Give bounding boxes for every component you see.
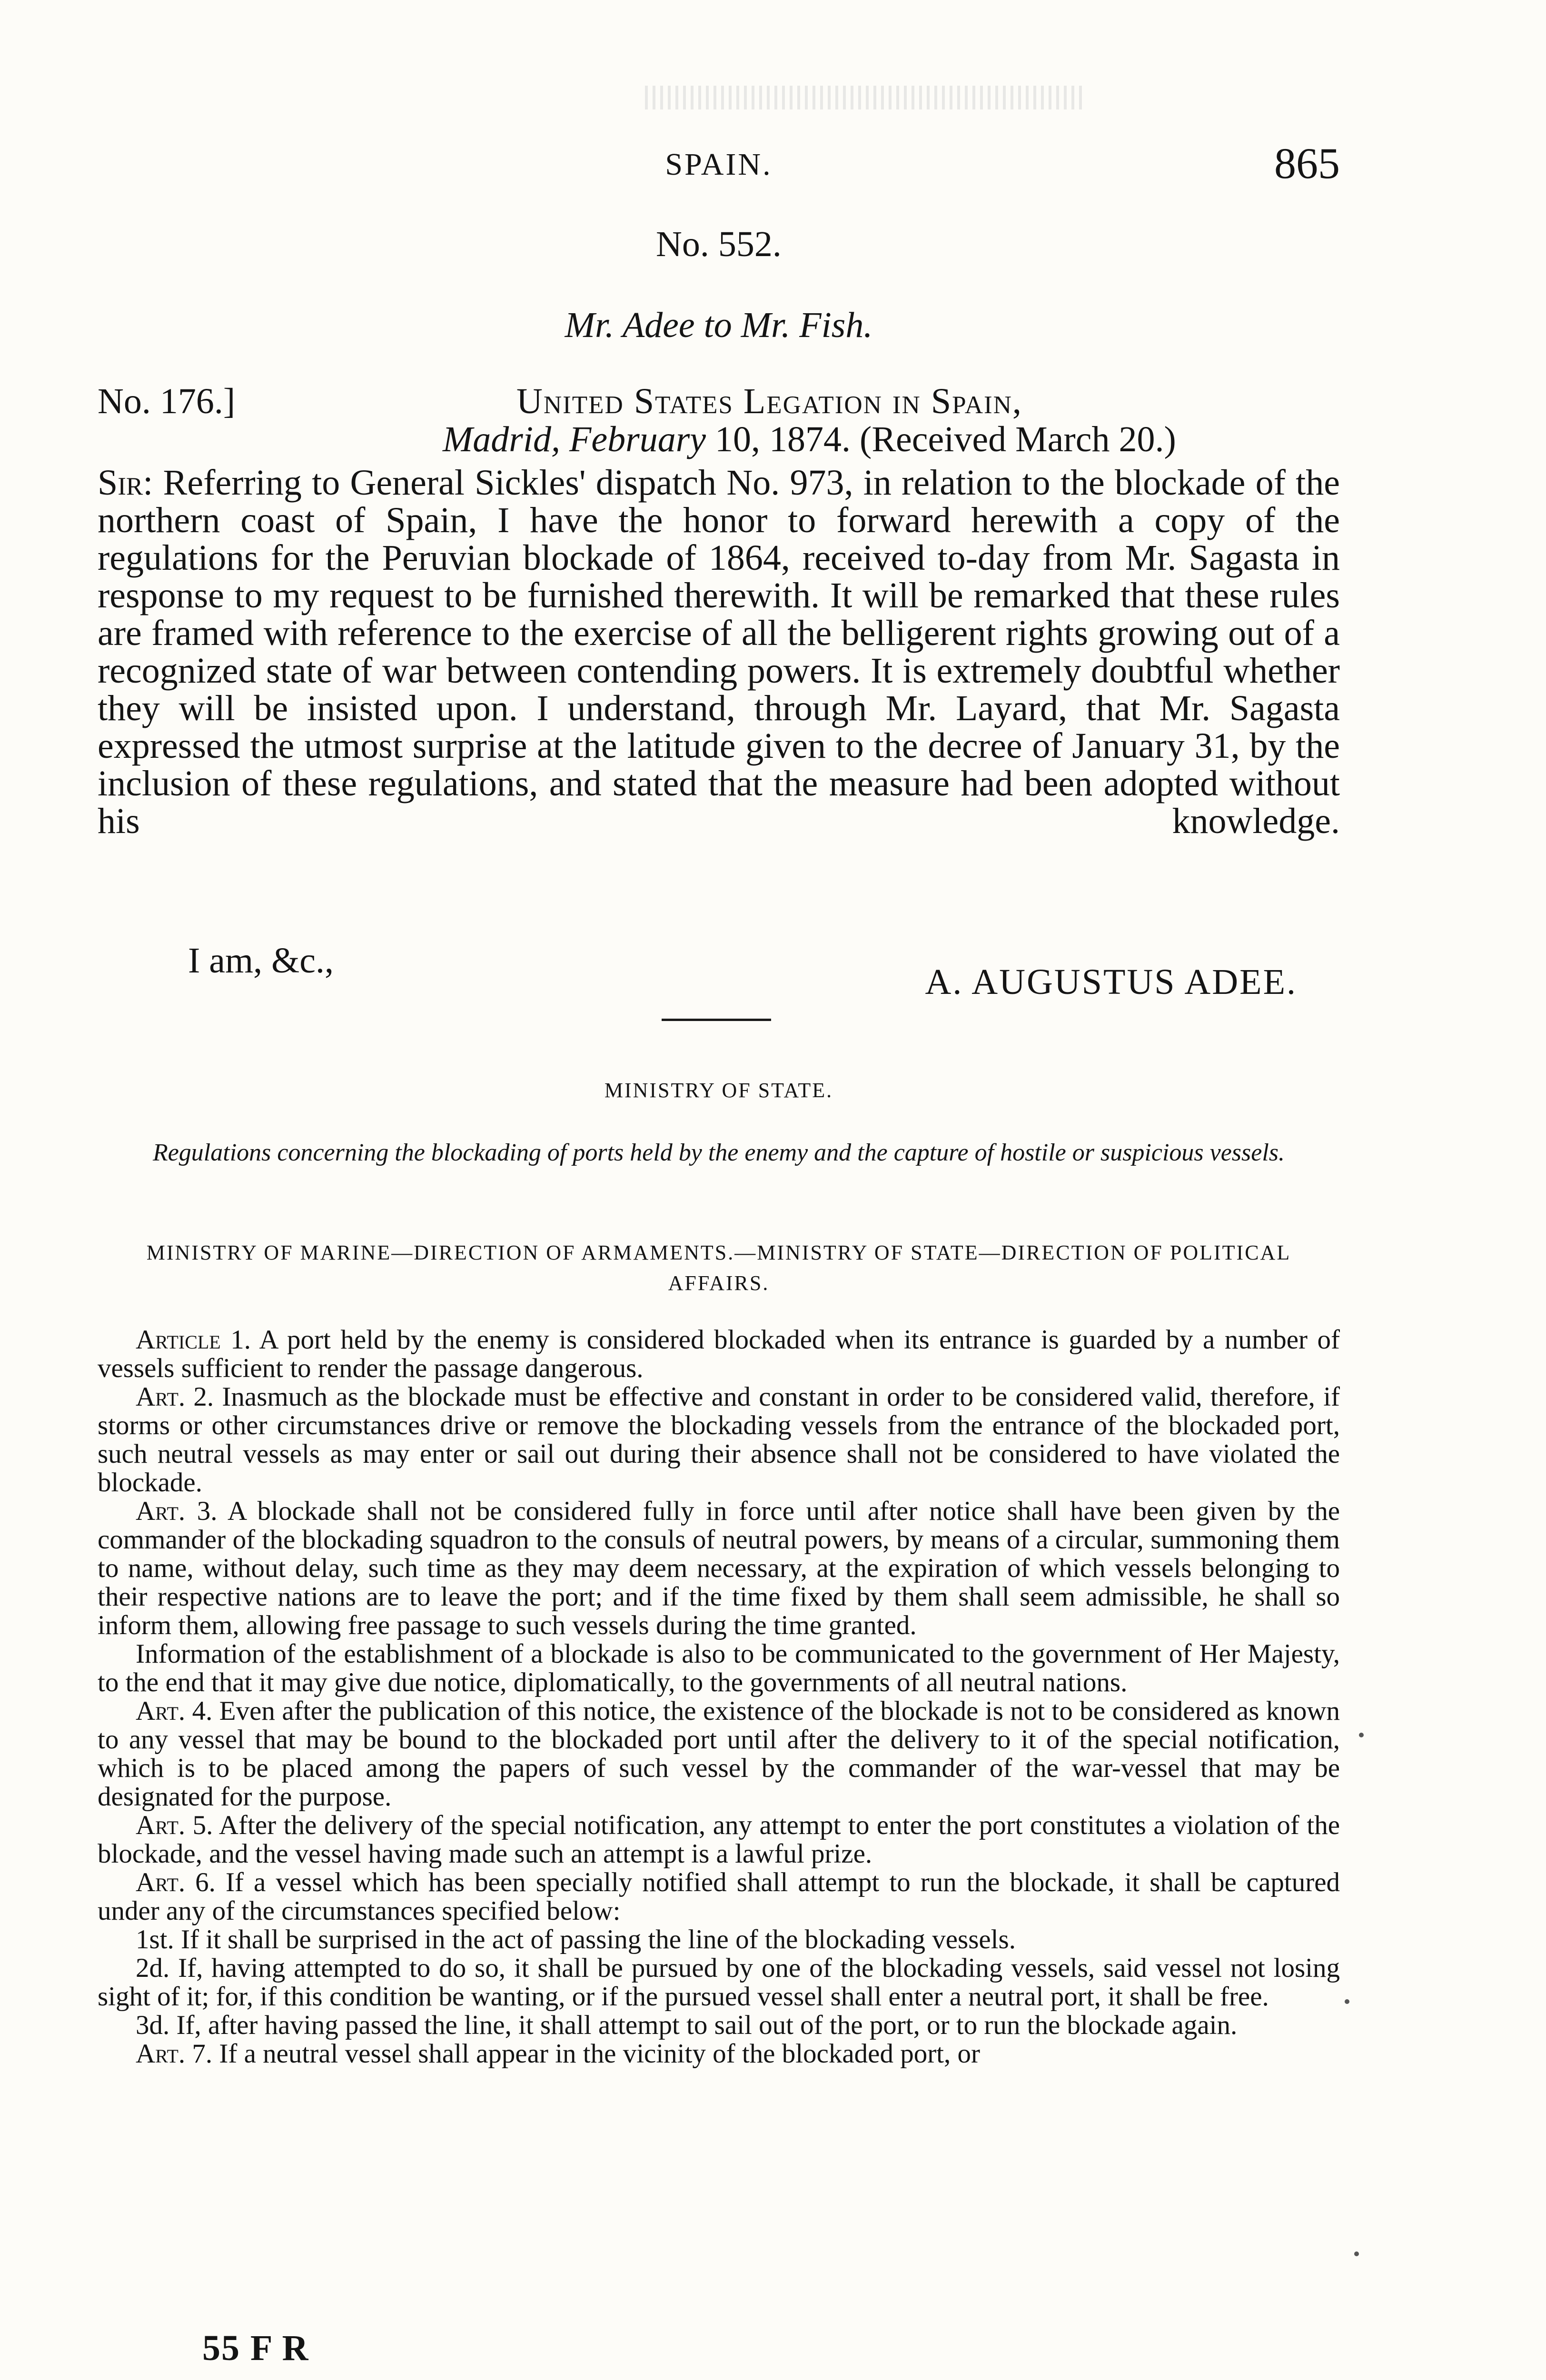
article-text: 1st. If it shall be surprised in the act of passing the line of the blockading vessels.: [136, 1924, 1016, 1954]
article-paragraph: [98, 1326, 1340, 1383]
correspondence-heading: Mr. Adee to Mr. Fish.: [565, 305, 873, 345]
legation-name: United States Legation in Spain,: [516, 381, 1022, 421]
article-paragraph: [98, 1868, 1340, 1925]
salutation: Sir: [98, 463, 143, 503]
ink-smudge: [645, 86, 1083, 109]
article-label: Art. 4.: [136, 1696, 213, 1726]
article-paragraph: [98, 1640, 1340, 1697]
article-label: Art. 2.: [136, 1382, 214, 1412]
article-paragraph: [98, 1383, 1340, 1497]
article-text: If a neutral vessel shall appear in the vicinity of the blockaded port, or: [212, 2039, 980, 2069]
document-page: [98, 0, 1340, 2380]
article-label: Article 1.: [136, 1325, 251, 1355]
page-number: 865: [1274, 139, 1340, 188]
article-text: A port held by the enemy is considered blockaded when its entrance is guarded by a number of vessels sufficient to render the passage dangerous.: [98, 1325, 1340, 1383]
article-label: Art. 3.: [136, 1496, 218, 1526]
printer-signature-mark: 55 F R: [202, 2328, 309, 2368]
article-paragraph: [98, 1811, 1340, 1868]
article-paragraph: [98, 2040, 1340, 2068]
dateline-place: Madrid,: [443, 419, 560, 459]
ministries-heading: MINISTRY OF MARINE—DIRECTION OF ARMAMENTS.—MINISTRY OF STATE—DIRECTION OF POLITICAL AFFAIRS.: [146, 1241, 1291, 1295]
dateline-month: February: [569, 419, 706, 459]
letter-text: : Referring to General Sickles' dispatch No. 973, in relation to the blockade of the northern coast of Spain, I have the honor to forward herewith a copy of the regulations for the Peruvian blockade of 1864, received to-day from Mr. Sagasta in response to my request to be furnished therewith. It will be remarked that these rules are framed with reference to the exercise of all the belligerent rights growing out of a recognized state of war between contending powers. It is extremely doubtful whether they will be insisted upon. I understand, through Mr. Layard, that Mr. Sagasta expressed the utmost surprise at the latitude given to the decree of January 31, by the inclusion of these regulations, and stated that the measure had been adopted without his knowledge.: [98, 463, 1340, 841]
letter-closing: I am, &c.,: [188, 941, 334, 981]
dateline: [443, 419, 1176, 460]
article-text: Even after the publication of this notice, the existence of the blockade is not to be considered as known to any vessel that may be bound to the blockaded port until after the delivery to it of the special notification, which is to be placed among the papers of such vessel by the commander of the war-vessel that may be designated for the purpose.: [98, 1696, 1340, 1812]
enclosure-heading: MINISTRY OF STATE.: [604, 1079, 833, 1102]
dateline-rest: 10, 1874. (Received March 20.): [715, 419, 1176, 459]
article-paragraph: [98, 1925, 1340, 1954]
article-text: Inasmuch as the blockade must be effective and constant in order to be considered valid, therefore, if storms or other circumstances drive or remove the blockading vessels from the entrance of the blockaded port, such neutral vessels as may enter or sail out during their absence shall not be considered to have violated the blockade.: [98, 1382, 1340, 1497]
article-paragraph: [98, 1954, 1340, 2011]
article-paragraph: [98, 1697, 1340, 1811]
document-number: No. 552.: [656, 224, 782, 264]
article-paragraph: [98, 2011, 1340, 2040]
dispatch-number: No. 176.]: [98, 381, 236, 421]
page-header: [98, 138, 1340, 195]
article-label: Art. 7.: [136, 2039, 213, 2069]
section-divider: [662, 1019, 771, 1021]
article-label: Art. 5.: [136, 1810, 213, 1840]
letter-body: [98, 464, 1340, 840]
article-text: 2d. If, having attempted to do so, it shall be pursued by one of the blockading vessels, said vessel not losing sight of it; for, if this condition be wanting, or if the pursued vessel shall enter a neutral port, it shall be free.: [98, 1953, 1340, 2012]
letter-signature: A. AUGUSTUS ADEE.: [925, 962, 1297, 1002]
article-text: Information of the establishment of a blockade is also to be communicated to the government of Her Majesty, to the end that it may give due notice, diplomatically, to the governments of all neutral nations.: [98, 1639, 1340, 1697]
article-text: If a vessel which has been specially notified shall attempt to run the blockade, it shall be captured under any of the circumstances specified below:: [98, 1867, 1340, 1926]
speck: [1354, 2251, 1359, 2256]
dispatch-header: [98, 381, 1340, 462]
article-text: After the delivery of the special notification, any attempt to enter the port constitutes a violation of the blockade, and the vessel having made such an attempt is a lawful prize.: [98, 1810, 1340, 1869]
article-text: A blockade shall not be considered fully in force until after notice shall have been given by the commander of the blockading squadron to the consuls of neutral powers, by means of a circular, summoning them to name, without delay, such time as they may deem necessary, at the expiration of which vessels belonging to their respective nations are to leave the port; and if the time fixed by them shall seem admissible, he shall so inform them, allowing free passage to such vessels during the time granted.: [98, 1496, 1340, 1640]
article-text: 3d. If, after having passed the line, it shall attempt to sail out of the port, or to run the blockade again.: [136, 2010, 1238, 2040]
article-label: Art. 6.: [136, 1867, 216, 1897]
article-paragraph: [98, 1497, 1340, 1640]
speck: [1359, 1733, 1364, 1737]
running-head: SPAIN.: [665, 147, 773, 182]
enclosure-title: Regulations concerning the blockading of ports held by the enemy and the capture of hostile or suspicious vessels.: [152, 1139, 1285, 1166]
articles-list: [98, 1326, 1340, 2068]
speck: [1345, 1999, 1349, 2004]
